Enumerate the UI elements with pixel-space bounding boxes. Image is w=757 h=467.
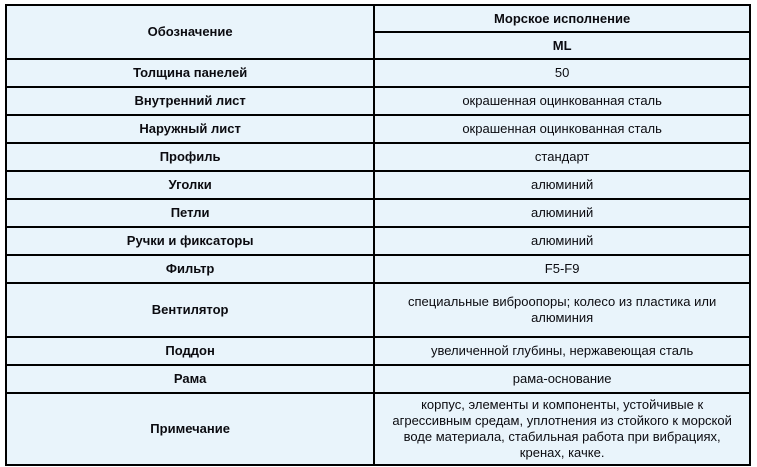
- table-row: [6, 143, 750, 171]
- table-row: [6, 365, 750, 393]
- table-row: [6, 255, 750, 283]
- row-value: алюминий: [374, 227, 750, 255]
- row-label: Петли: [6, 199, 374, 227]
- table-row: [6, 87, 750, 115]
- row-value: окрашенная оцинкованная сталь: [374, 87, 750, 115]
- row-value: рама-основание: [374, 365, 750, 393]
- row-label: Рама: [6, 365, 374, 393]
- spec-table: [5, 4, 751, 466]
- row-value: увеличенной глубины, нержавеющая сталь: [374, 337, 750, 365]
- row-value: корпус, элементы и компоненты, устойчивые к агрессивным средам, уплотнения из стойкого к морской воде материала, стабильная работа при вибрациях, кренах, качке.: [374, 393, 750, 465]
- row-label: Наружный лист: [6, 115, 374, 143]
- table-row: [6, 115, 750, 143]
- header-value-top: Морское исполнение: [374, 5, 750, 32]
- row-value: стандарт: [374, 143, 750, 171]
- row-value: специальные виброопоры; колесо из пластика или алюминия: [374, 283, 750, 337]
- header-label: Обозначение: [6, 5, 374, 59]
- row-label: Примечание: [6, 393, 374, 465]
- spec-table-body: [6, 5, 750, 465]
- table-row: [6, 227, 750, 255]
- row-label: Вентилятор: [6, 283, 374, 337]
- table-row: [6, 171, 750, 199]
- table-row: [6, 393, 750, 465]
- row-label: Ручки и фиксаторы: [6, 227, 374, 255]
- table-row: [6, 337, 750, 365]
- header-value-bottom: ML: [374, 32, 750, 59]
- row-value: алюминий: [374, 171, 750, 199]
- row-label: Профиль: [6, 143, 374, 171]
- row-label: Толщина панелей: [6, 59, 374, 87]
- table-row: [6, 283, 750, 337]
- row-value: 50: [374, 59, 750, 87]
- table-row: [6, 59, 750, 87]
- row-label: Уголки: [6, 171, 374, 199]
- table-row: [6, 199, 750, 227]
- row-value: F5-F9: [374, 255, 750, 283]
- row-value: окрашенная оцинкованная сталь: [374, 115, 750, 143]
- row-label: Поддон: [6, 337, 374, 365]
- row-label: Фильтр: [6, 255, 374, 283]
- row-value: алюминий: [374, 199, 750, 227]
- row-label: Внутренний лист: [6, 87, 374, 115]
- header-row-top: [6, 5, 750, 32]
